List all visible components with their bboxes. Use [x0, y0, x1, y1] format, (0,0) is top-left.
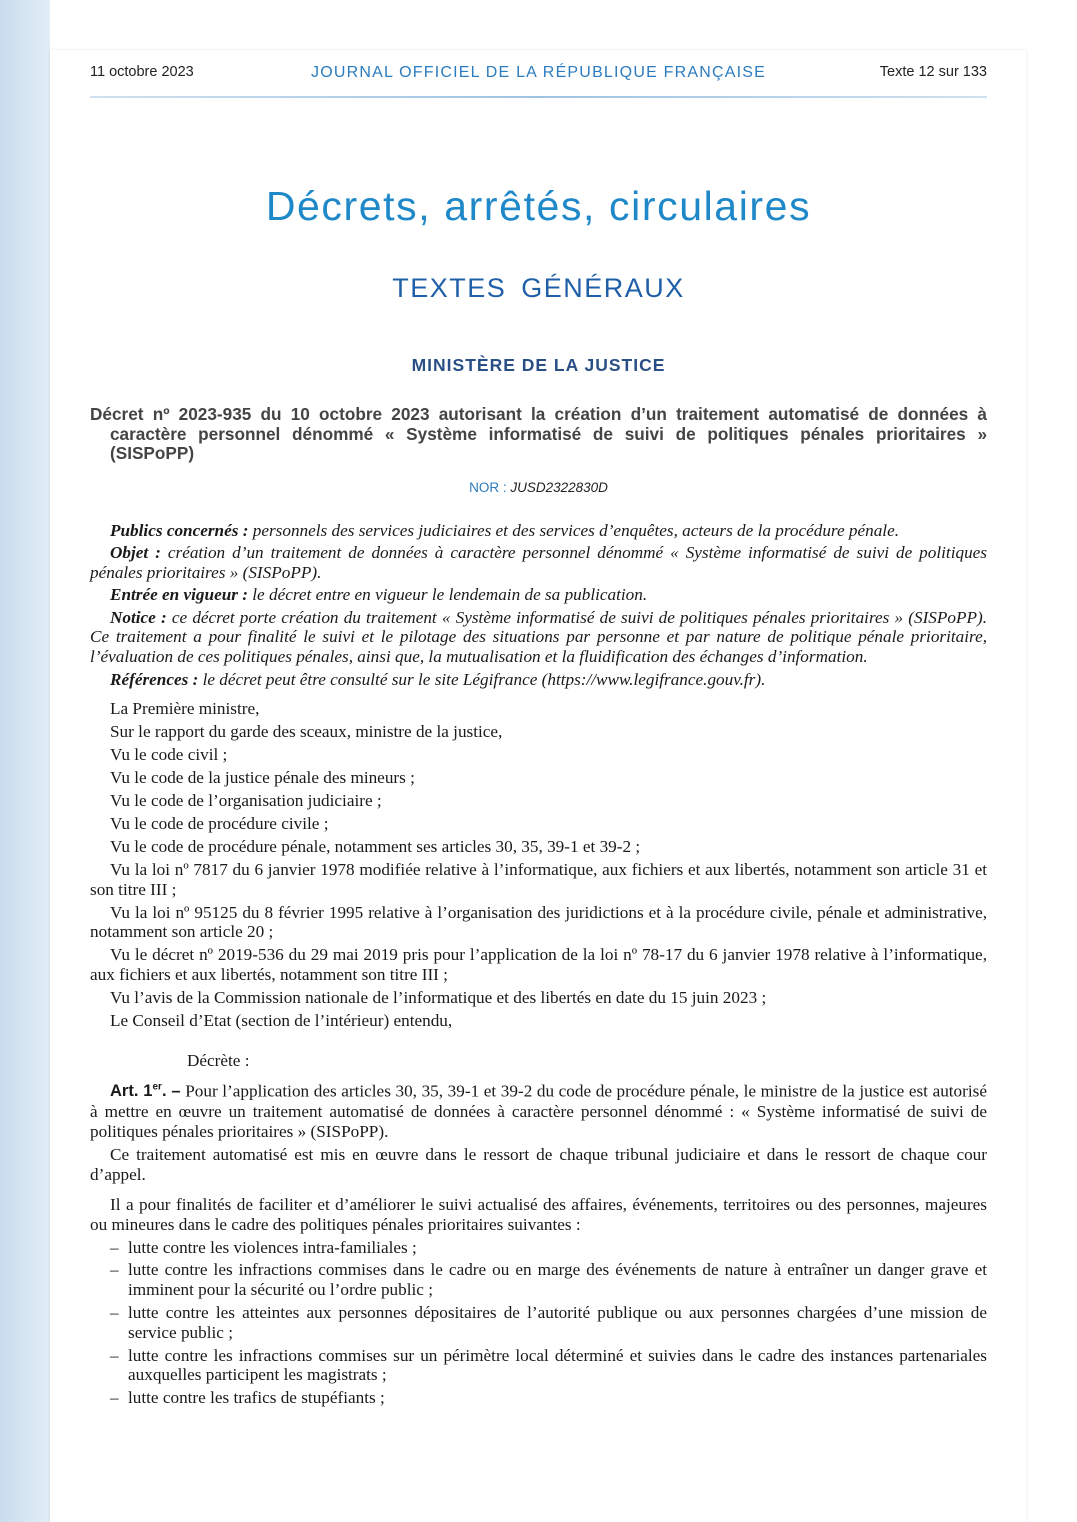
article-1-paragraph-1 [90, 1078, 987, 1142]
article-1-label-main: Art. 1 [110, 1082, 153, 1101]
priority-policies-list [90, 1238, 987, 1408]
article-1-paragraph-3: Il a pour finalités de faciliter et d’améliorer le suivi actualisé des affaires, événements, territoires ou des personnes, majeures ou mineures dans le cadre des politiques pénales prioritaires suivantes : [90, 1194, 987, 1234]
list-item [90, 1238, 987, 1258]
header-journal-title: JOURNAL OFFICIEL DE LA RÉPUBLIQUE FRANÇAISE [311, 64, 766, 81]
nor-label: NOR : [469, 480, 507, 495]
spacer [90, 1071, 987, 1078]
preamble-line: Vu le code de procédure pénale, notamment ses articles 30, 35, 39-1 et 39-2 ; [110, 836, 641, 856]
notice-entree [90, 585, 987, 605]
list-item [90, 1346, 987, 1386]
preamble-line: Vu le code de la justice pénale des mineurs ; [110, 767, 415, 787]
bullet-dash: – [110, 1388, 119, 1408]
notice-entree-text: le décret entre en vigueur le lendemain de sa publication. [247, 585, 648, 605]
notice-notice-text: ce décret porte création du traitement « Système informatisé de suivi de politiques pénales prioritaires » (SISPoPP). Ce traitement a pour finalité le suivi et le pilotage des situations par personne et par nature de politique pénale prioritaire, l’évaluation de ces politiques pénales, ainsi que, la mutualisation et la fluidification des échanges d’information. [90, 607, 987, 667]
header-text-counter: Texte 12 sur 133 [879, 64, 987, 80]
spacer [90, 692, 987, 699]
notice-objet-text: création d’un traitement de données à caractère personnel dénommé « Système informatisé de suivi de politiques pénales prioritaires » (SISPoPP). [90, 543, 987, 583]
decrete-formula: Décrète : [187, 1051, 250, 1071]
notice-objet-label: Objet : [110, 543, 161, 563]
preamble-line: Sur le rapport du garde des sceaux, ministre de la justice, [110, 721, 503, 741]
notice-block [90, 521, 987, 689]
article-1 [90, 1078, 987, 1408]
decree-title: Décret nº 2023-935 du 10 octobre 2023 autorisant la création d’un traitement automatisé de données à caractère personnel dénommé « Système informatisé de suivi de politiques pénales prioritaires » (SISPoPP) [90, 404, 987, 464]
preamble-block [90, 699, 987, 1031]
notice-objet [90, 543, 987, 583]
page-header [90, 64, 987, 84]
section-title: Décrets, arrêtés, circulaires [265, 183, 812, 229]
list-item-text: lutte contre les infractions commises sur un périmètre local déterminé et suivies dans le cadre des instances partenariales auxquelles participent les magistrats ; [128, 1345, 987, 1385]
preamble-line: Vu le code de procédure civile ; [110, 813, 329, 833]
list-item [90, 1260, 987, 1300]
decree-body [90, 521, 987, 1411]
list-item-text: lutte contre les trafics de stupéfiants ; [128, 1388, 385, 1408]
article-1-label-sup: er [152, 1081, 162, 1093]
notice-references-text: le décret peut être consulté sur le site Légifrance (https://www.legifrance.gouv.fr). [198, 669, 766, 689]
notice-publics-text: personnels des services judiciaires et des services d’enquêtes, acteurs de la procédure pénale. [248, 521, 900, 540]
notice-notice-label: Notice : [110, 607, 167, 627]
article-1-paragraph-2: Ce traitement automatisé est mis en œuvre dans le ressort de chaque tribunal judiciaire et dans le ressort de chaque cour d’appel. [90, 1144, 987, 1184]
preamble-line: Vu le code de l’organisation judiciaire ; [110, 790, 382, 810]
header-date: 11 octobre 2023 [90, 64, 194, 80]
preamble-line: Vu le décret nº 2019-536 du 29 mai 2019 pris pour l’application de la loi nº 78-17 du 6 janvier 1978 relative à l’informatique, aux fichiers et aux libertés, notamment son titre III ; [90, 945, 987, 985]
article-1-label [110, 1082, 181, 1100]
bullet-dash: – [110, 1260, 119, 1280]
spacer [90, 1188, 987, 1195]
notice-references [90, 670, 987, 690]
section-subtitle: TEXTES GÉNÉRAUX [392, 273, 685, 303]
list-item [90, 1303, 987, 1343]
notice-references-label: Références : [110, 669, 199, 689]
nor-value: JUSD2322830D [510, 480, 608, 495]
preamble-line: La Première ministre, [110, 698, 260, 718]
bullet-dash: – [110, 1345, 119, 1365]
preamble-line: Vu la loi nº 7817 du 6 janvier 1978 modifiée relative à l’informatique, aux fichiers et aux libertés, notamment son article 31 et son titre III ; [90, 859, 987, 899]
notice-entree-label: Entrée en vigueur : [110, 585, 248, 605]
list-item-text: lutte contre les atteintes aux personnes dépositaires de l’autorité publique ou aux personnes chargées d’une mission de service public ; [128, 1302, 987, 1342]
preamble-line: Le Conseil d’Etat (section de l’intérieur) entendu, [110, 1011, 453, 1031]
article-1-label-dash: . – [161, 1082, 181, 1101]
preamble-line: Vu la loi nº 95125 du 8 février 1995 relative à l’organisation des juridictions et à la procédure civile, pénale et administrative, notamment son article 20 ; [90, 902, 987, 942]
spacer [90, 1034, 987, 1051]
bullet-dash: – [110, 1237, 119, 1257]
list-item-text: lutte contre les infractions commises dans le cadre ou en marge des événements de nature à entraîner un danger grave et imminent pour la sécurité ou l’ordre public ; [128, 1260, 987, 1300]
nor-reference [0, 480, 1077, 495]
notice-notice [90, 608, 987, 667]
article-1-text: Pour l’application des articles 30, 35, 39-1 et 39-2 du code de procédure pénale, le ministre de la justice est autorisé à mettre en œuvre un traitement automatisé de données à caractère personnel dénommé : « Système informatisé de suivi de politiques pénales prioritaires » (SISPoPP). [90, 1081, 987, 1141]
preamble-line: Vu le code civil ; [110, 744, 228, 764]
notice-publics-label: Publics concernés : [110, 521, 249, 540]
list-item-text: lutte contre les violences intra-familiales ; [128, 1237, 417, 1257]
preamble-line: Vu l’avis de la Commission nationale de l’informatique et des libertés en date du 15 juin 2023 ; [110, 988, 767, 1008]
list-item [90, 1388, 987, 1408]
ministry-heading: MINISTÈRE DE LA JUSTICE [411, 355, 666, 375]
notice-publics [90, 521, 987, 541]
header-divider [90, 96, 987, 98]
bullet-dash: – [110, 1302, 119, 1322]
